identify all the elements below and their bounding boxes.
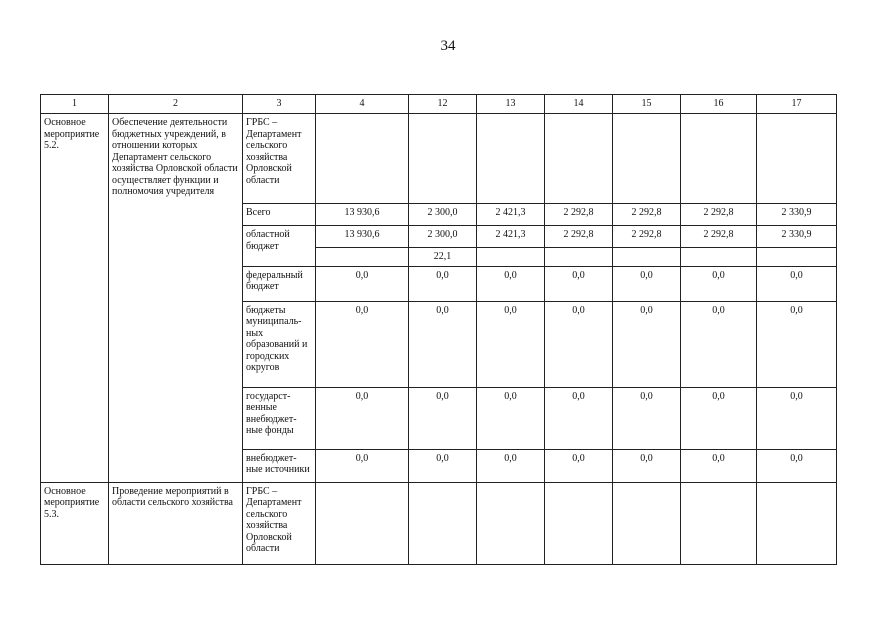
activity-label: Основное мероприятие 5.3. [41,482,109,564]
activity-label: Основное мероприятие 5.2. [41,114,109,483]
value-cell: 0,0 [545,266,613,301]
value-cell: 2 300,0 [409,204,477,226]
value-cell: 0,0 [409,387,477,449]
value-cell: 0,0 [757,266,837,301]
value-cell: 0,0 [409,301,477,387]
value-cell [681,248,757,267]
value-cell: 2 421,3 [477,226,545,248]
value-cell [681,482,757,564]
value-cell: 0,0 [545,449,613,482]
value-cell: 0,0 [681,266,757,301]
value-cell [545,114,613,204]
value-cell: 0,0 [681,387,757,449]
value-cell: 2 330,9 [757,204,837,226]
value-cell: 2 421,3 [477,204,545,226]
table-row [41,114,837,204]
value-cell [757,482,837,564]
value-cell: 13 930,6 [316,226,409,248]
value-cell: 13 930,6 [316,204,409,226]
value-cell: 2 292,8 [545,204,613,226]
value-cell: 0,0 [757,449,837,482]
page-number: 34 [440,38,456,54]
header-cell: 17 [757,95,837,114]
value-cell: 0,0 [316,301,409,387]
funding-source: внебюджет-ные источники [243,449,316,482]
header-cell: 3 [243,95,316,114]
value-cell [681,114,757,204]
value-cell: 2 292,8 [681,226,757,248]
value-cell: 0,0 [757,387,837,449]
value-cell: 0,0 [545,387,613,449]
value-cell: 0,0 [613,449,681,482]
value-cell [316,248,409,267]
value-cell: 0,0 [613,301,681,387]
value-cell: 0,0 [757,301,837,387]
value-cell [409,482,477,564]
funding-source: ГРБС – Департамент сельского хозяйства Орловской области [243,114,316,204]
value-cell: 2 292,8 [613,226,681,248]
value-cell: 0,0 [477,449,545,482]
value-cell [757,248,837,267]
value-cell: 0,0 [477,266,545,301]
value-cell: 0,0 [409,266,477,301]
value-cell: 0,0 [477,387,545,449]
value-cell [613,248,681,267]
value-cell: 0,0 [681,449,757,482]
value-cell: 2 292,8 [545,226,613,248]
funding-source: бюджеты муниципаль-ных образований и городских округов [243,301,316,387]
header-cell: 13 [477,95,545,114]
value-cell [316,114,409,204]
header-cell: 1 [41,95,109,114]
value-cell [477,114,545,204]
header-cell: 16 [681,95,757,114]
header-cell: 4 [316,95,409,114]
activity-description: Обеспечение деятельности бюджетных учреждений, в отношении которых Департамент сельского хозяйства Орловской области осуществляет функции и полномочия учредителя [109,114,243,483]
value-cell: 0,0 [613,266,681,301]
table-row [41,482,837,564]
value-cell: 0,0 [545,301,613,387]
activity-description: Проведение мероприятий в области сельского хозяйства [109,482,243,564]
value-cell: 2 300,0 [409,226,477,248]
value-cell [613,482,681,564]
value-cell [477,482,545,564]
value-cell: 0,0 [681,301,757,387]
funding-source: Всего [243,204,316,226]
value-cell: 0,0 [316,266,409,301]
value-cell [545,482,613,564]
value-cell: 0,0 [613,387,681,449]
value-cell: 22,1 [409,248,477,267]
value-cell: 2 292,8 [613,204,681,226]
header-row [41,95,837,114]
value-cell [409,114,477,204]
value-cell [613,114,681,204]
funding-source: государст-венные внебюджет-ные фонды [243,387,316,449]
value-cell: 0,0 [316,449,409,482]
value-cell: 2 330,9 [757,226,837,248]
value-cell [545,248,613,267]
header-cell: 14 [545,95,613,114]
funding-source: ГРБС – Департамент сельского хозяйства Орловской области [243,482,316,564]
header-cell: 15 [613,95,681,114]
value-cell: 0,0 [477,301,545,387]
header-cell: 12 [409,95,477,114]
budget-table [40,94,837,565]
header-cell: 2 [109,95,243,114]
funding-source: областной бюджет [243,226,316,267]
value-cell: 0,0 [409,449,477,482]
value-cell [477,248,545,267]
value-cell: 2 292,8 [681,204,757,226]
funding-source: федеральный бюджет [243,266,316,301]
value-cell [316,482,409,564]
value-cell: 0,0 [316,387,409,449]
value-cell [757,114,837,204]
